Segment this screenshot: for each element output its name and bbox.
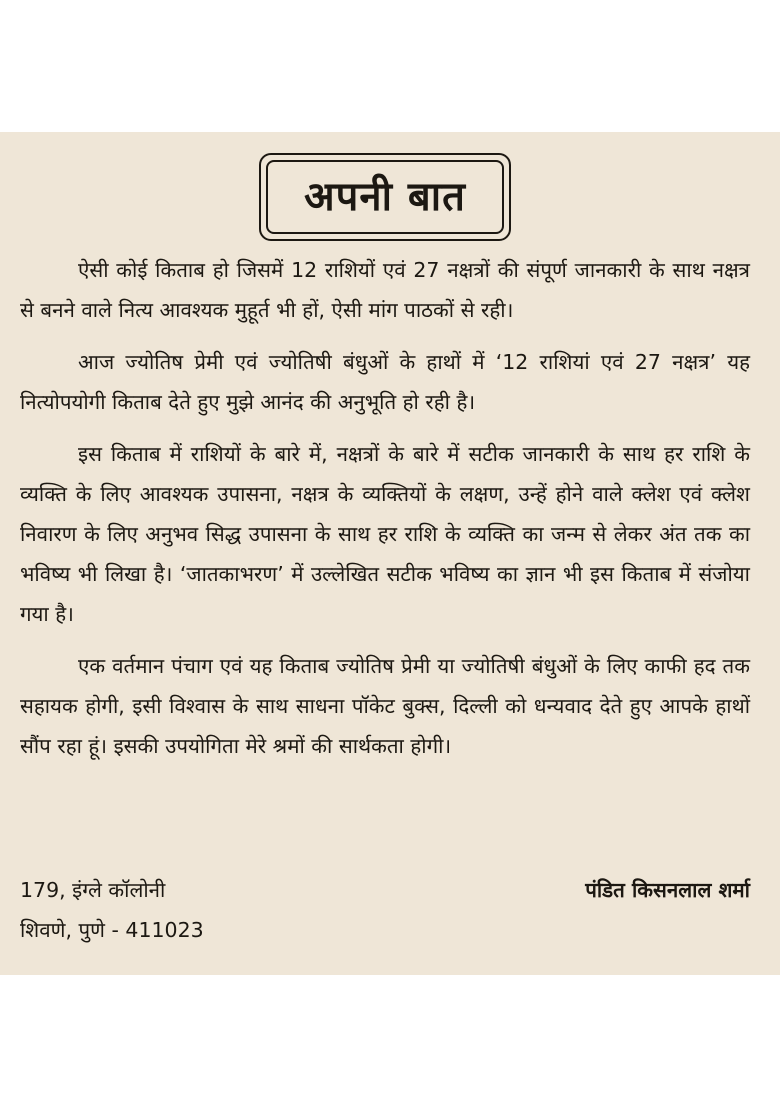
title-frame-inner bbox=[266, 160, 504, 234]
address-line-1: 179, इंग्ले कॉलोनी bbox=[20, 878, 166, 902]
address-block bbox=[20, 870, 204, 950]
paragraph-1: ऐसी कोई किताब हो जिसमें 12 राशियों एवं 27 नक्षत्रों की संपूर्ण जानकारी के साथ नक्षत्र से बनने वाले नित्य आवश्यक मुहूर्त भी हों, ऐसी मांग पाठकों से रही। bbox=[20, 258, 750, 322]
page-title: अपनी बात bbox=[304, 174, 466, 220]
address-line-2: शिवणे, पुणे - 411023 bbox=[20, 918, 204, 942]
author-signature: पंडित किसनलाल शर्मा bbox=[585, 878, 750, 902]
paragraph-3: इस किताब में राशियों के बारे में, नक्षत्रों के बारे में सटीक जानकारी के साथ हर राशि के व्यक्ति के लिए आवश्यक उपासना, नक्षत्र के व्यक्तियों के लक्षण, उन्हें होने वाले क्लेश एवं क्लेश निवारण के लिए अनुभव सिद्ध उपासना के साथ हर राशि के व्यक्ति का जन्म से लेकर अंत तक का भविष्य भी लिखा है। ‘जातकाभरण’ में उल्लेखित सटीक भविष्य का ज्ञान भी इस किताब में संजोया गया है। bbox=[20, 442, 750, 626]
title-frame bbox=[259, 153, 511, 241]
paragraph-4: एक वर्तमान पंचाग एवं यह किताब ज्योतिष प्रेमी या ज्योतिषी बंधुओं के लिए काफी हद तक सहायक होगी, इसी विश्वास के साथ साधना पॉकेट बुक्स, दिल्ली को धन्यवाद देते हुए आपके हाथों सौंप रहा हूं। इसकी उपयोगिता मेरे श्रमों की सार्थकता होगी। bbox=[20, 654, 750, 758]
paragraph-2: आज ज्योतिष प्रेमी एवं ज्योतिषी बंधुओं के हाथों में ‘12 राशियां एवं 27 नक्षत्र’ यह नित्योपयोगी किताब देते हुए मुझे आनंद की अनुभूति हो रही है। bbox=[20, 350, 750, 414]
body-text bbox=[20, 250, 750, 778]
scanned-page bbox=[0, 132, 780, 975]
